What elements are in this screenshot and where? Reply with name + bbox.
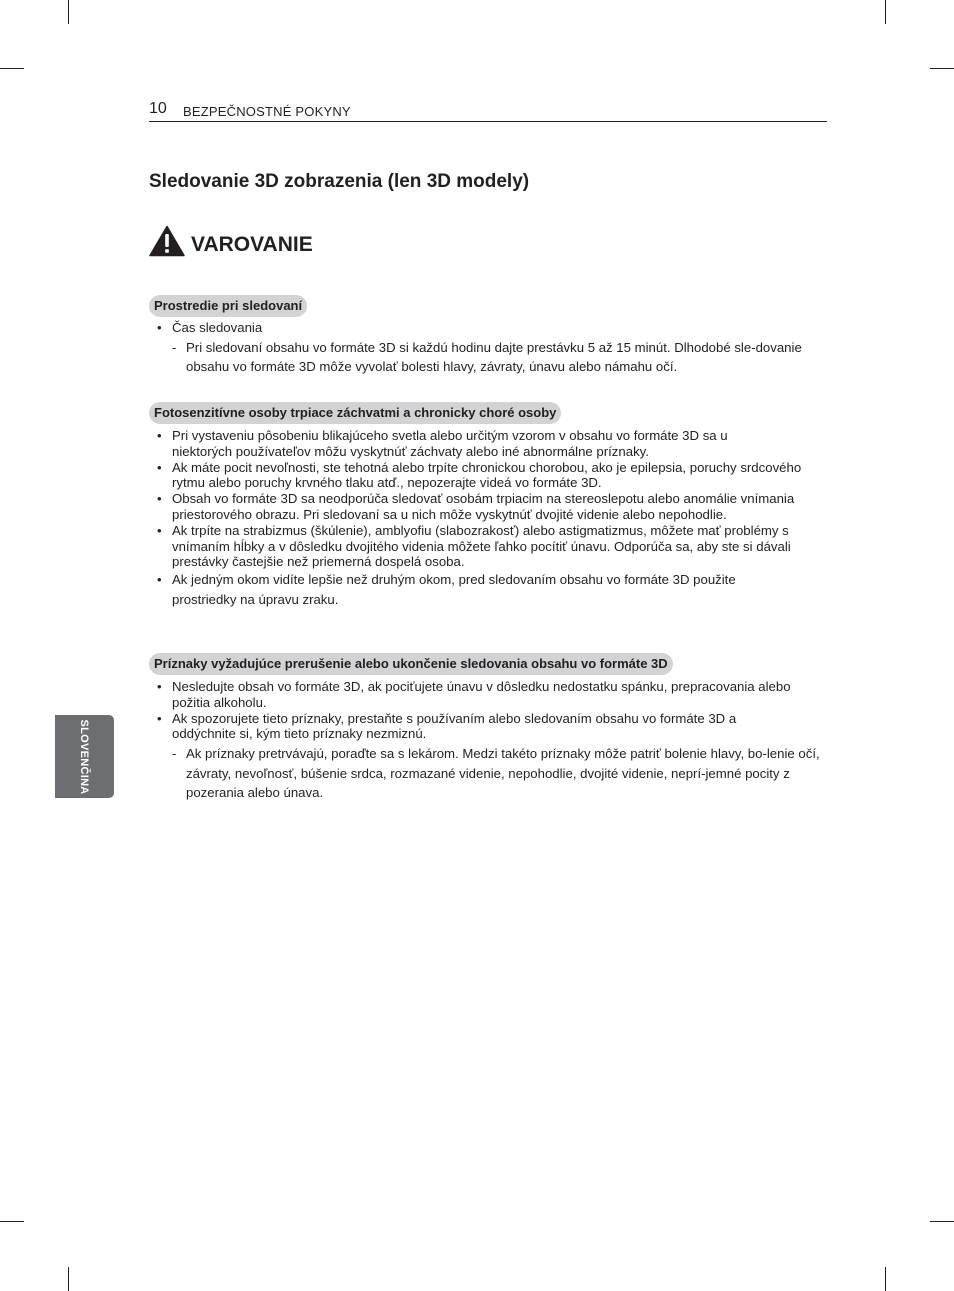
subheading-symptoms: Príznaky vyžadujúce prerušenie alebo ukončenie sledovania obsahu vo formáte 3D [149, 653, 673, 675]
crop-mark [68, 0, 69, 24]
list-item: • Ak máte pocit nevoľnosti, ste tehotná alebo trpíte chronickou chorobou, ako je epilepsia, poruchy srdcového rytmu alebo poruchy krvného tlaku atď., nepozerajte videá vo formáte 3D. [155, 460, 802, 492]
crop-mark [68, 1267, 69, 1291]
crop-mark [0, 68, 24, 69]
list-item: • Obsah vo formáte 3D sa neodporúča sledovať osobám trpiacim na stereoslepotu alebo anomálie vnímania priestorového obrazu. Pri sledovaní sa u nich môže vyskytnúť dvojité videnie alebo nepohodlie. [155, 491, 800, 523]
list-item: • Ak trpíte na strabizmus (škúlenie), amblyofiu (slabozrakosť) alebo astigmatizmus, môžete mať problémy s vnímaním hĺbky a v dôsledku dvojitého videnia môžete ľahko pocítiť únavu. Odporúča sa, aby ste si dávali prestávky častejšie než priemerná dospelá osoba. [155, 523, 847, 570]
crop-mark [930, 68, 954, 69]
list-photosensitive [155, 428, 830, 609]
subheading-photosensitive: Fotosenzitívne osoby trpiace záchvatmi a chronicky choré osoby [149, 402, 561, 424]
warning-heading [149, 226, 313, 260]
list-environment [155, 320, 830, 377]
crop-mark [0, 1221, 24, 1222]
list-item: • Čas sledovania [155, 320, 830, 336]
crop-mark [930, 1221, 954, 1222]
list-item: • Pri vystaveniu pôsobeniu blikajúceho svetla alebo určitým vzorom v obsahu vo formáte 3D sa u niektorých používateľov môžu vyskytnúť záchvaty alebo iné abnormálne príznaky. [155, 428, 784, 460]
section-title: Sledovanie 3D zobrazenia (len 3D modely) [149, 171, 530, 192]
sub-list-item: - Ak príznaky pretrvávajú, poraďte sa s lekárom. Medzi takéto príznaky môže patriť bolenie hlavy, bo-lenie očí, závraty, nevoľnosť, búšenie srdca, rozmazané videnie, nepohodlie, dvojité videnie, neprí-jemné pocity z pozerania alebo únava. [155, 744, 820, 803]
page-header [149, 99, 827, 122]
list-item: • Ak spozorujete tieto príznaky, prestaňte s používaním alebo sledovaním obsahu vo formáte 3D a oddýchnite si, kým tieto príznaky nezmiznú. [155, 711, 797, 743]
language-label: SLOVENČINA [78, 719, 90, 795]
running-head: BEZPEČNOSTNÉ POKYNY [183, 104, 351, 119]
list-item: • Ak jedným okom vidíte lepšie než druhým okom, pred sledovaním obsahu vo formáte 3D použite prostriedky na úpravu zraku. [155, 570, 802, 609]
language-side-tab [55, 715, 114, 798]
subheading-environment: Prostredie pri sledovaní [149, 295, 307, 317]
list-symptoms [155, 679, 830, 803]
page-number: 10 [149, 100, 167, 117]
warning-triangle-icon [149, 225, 185, 262]
list-item: • Nesledujte obsah vo formáte 3D, ak pociťujete únavu v dôsledku nedostatku spánku, prepracovania alebo požitia alkoholu. [155, 679, 822, 711]
crop-mark [885, 1267, 886, 1291]
crop-mark [885, 0, 886, 24]
warning-title: VAROVANIE [191, 233, 313, 256]
sub-list-item: - Pri sledovaní obsahu vo formáte 3D si každú hodinu dajte prestávku 5 až 15 minút. Dlhodobé sle-dovanie obsahu vo formáte 3D môže vyvolať bolesti hlavy, závraty, únavu alebo námahu očí. [155, 338, 820, 377]
